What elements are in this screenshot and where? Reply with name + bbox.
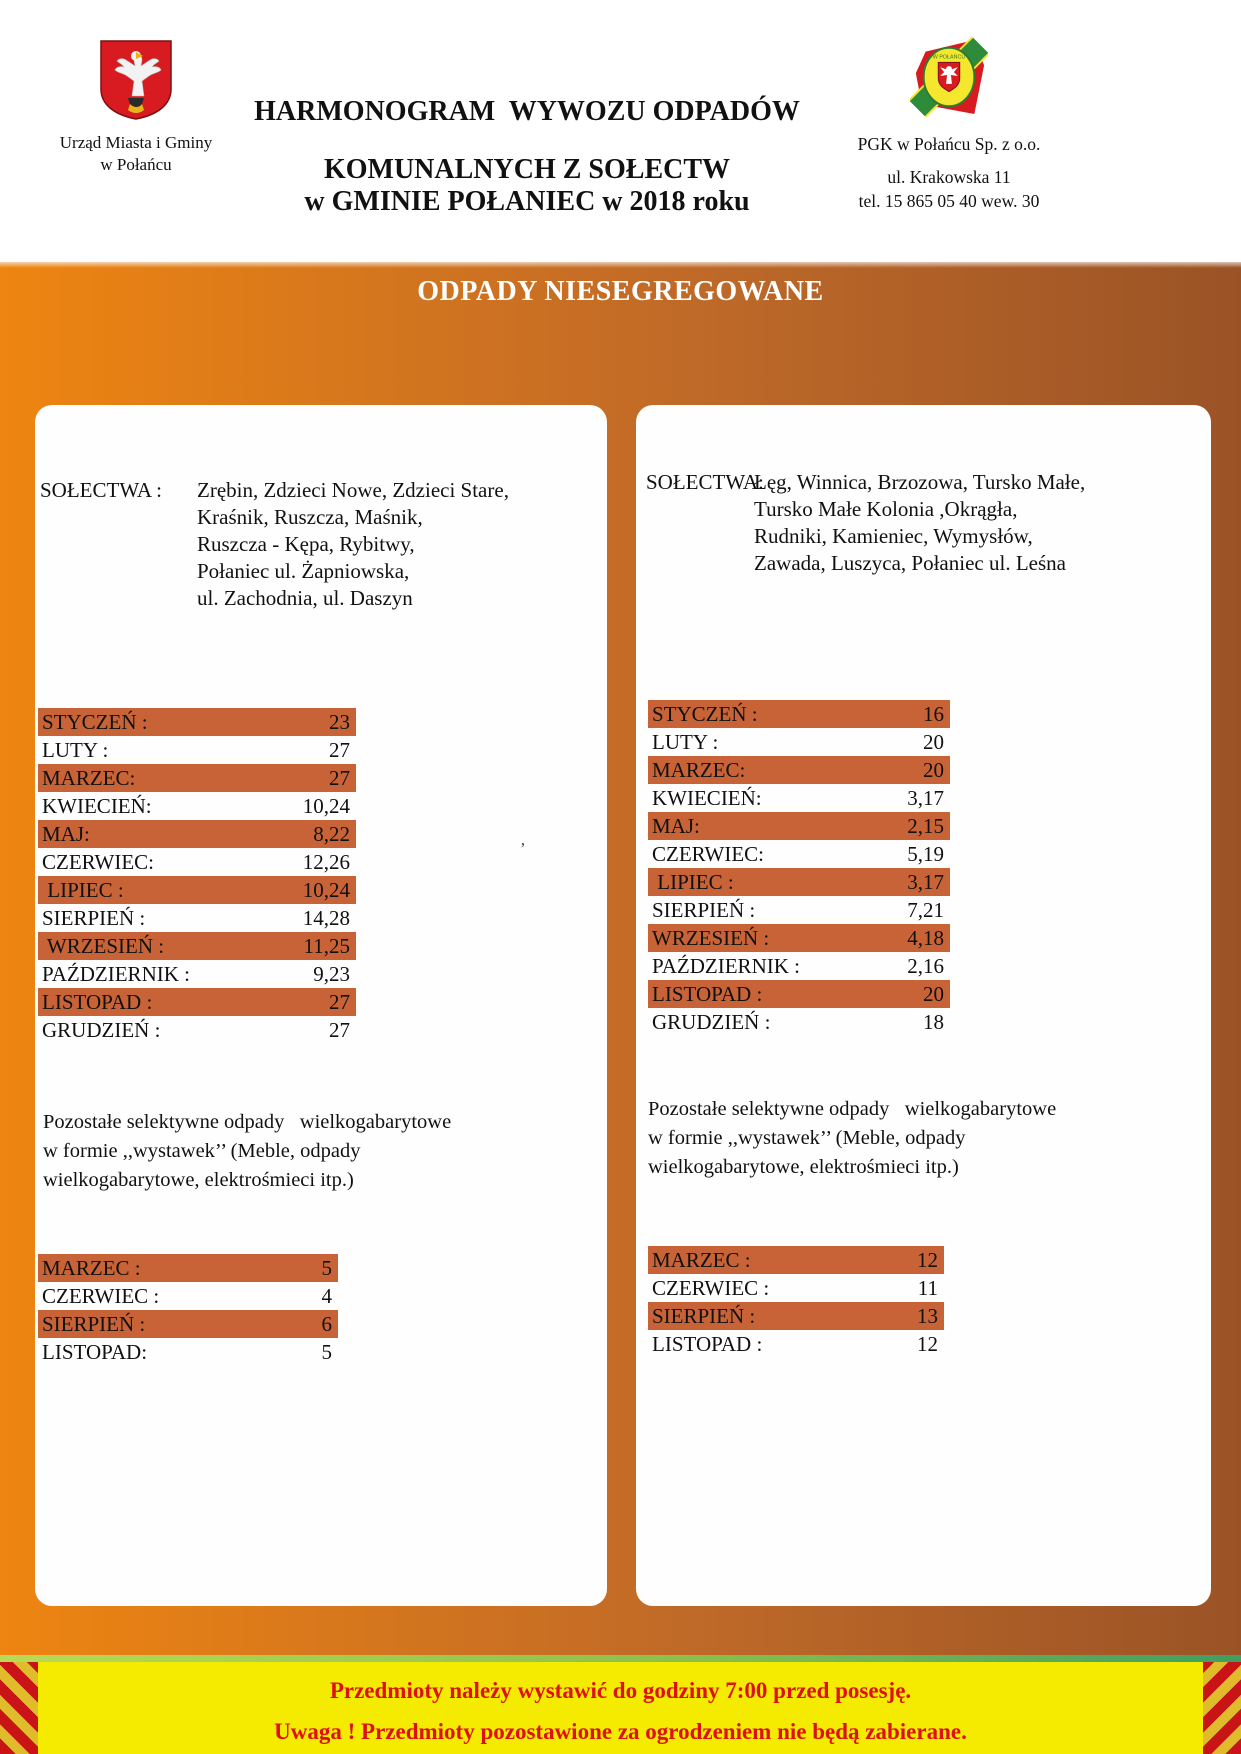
month-label: LISTOPAD : — [652, 1332, 763, 1356]
month-row — [38, 1338, 338, 1366]
notice-line-1: Przedmioty należy wystawić do godziny 7:00 przed posesję. — [329, 1678, 912, 1703]
month-row — [648, 784, 950, 812]
footer-notice — [0, 1662, 1241, 1754]
document-title-line: KOMUNALNYCH Z SOŁECTW — [323, 154, 731, 185]
month-dates: 3,17 — [907, 786, 944, 810]
month-dates: 20 — [923, 758, 944, 782]
month-label: SIERPIEŃ : — [42, 1312, 146, 1336]
panel-right — [636, 405, 1211, 1606]
month-row — [38, 960, 356, 988]
month-dates: 5,19 — [907, 842, 944, 866]
month-dates: 23 — [329, 710, 350, 734]
month-row — [38, 1310, 338, 1338]
schedule-panels — [35, 405, 1211, 1606]
month-label: PAŹDZIERNIK : — [652, 954, 800, 978]
month-dates: 20 — [923, 982, 944, 1006]
solectwa-line: Połaniec ul. Żapniowska, — [197, 559, 410, 583]
month-dates: 14,28 — [302, 906, 350, 930]
note-line: w formie ,,wystawek’’ (Meble, odpady — [43, 1140, 361, 1162]
svg-text:W POŁAŃCU: W POŁAŃCU — [932, 54, 966, 61]
month-label: SIERPIEŃ : — [42, 906, 146, 930]
month-row — [648, 840, 950, 868]
month-dates: 27 — [329, 766, 350, 790]
bulky-schedule — [648, 1246, 944, 1358]
bulky-schedule — [38, 1254, 338, 1366]
month-label: MARZEC: — [42, 766, 136, 790]
month-dates: 27 — [329, 738, 350, 762]
month-dates: 2,15 — [907, 814, 944, 838]
month-row — [38, 988, 356, 1016]
month-label: LIPIEC : — [652, 870, 734, 894]
note-line: wielkogabarytowe, elektrośmieci itp.) — [648, 1156, 959, 1178]
month-label: KWIECIEŃ: — [652, 786, 762, 810]
month-dates: 12 — [917, 1248, 938, 1272]
footer-divider — [0, 1655, 1241, 1662]
month-label: LIPIEC : — [42, 878, 124, 902]
month-label: MAJ: — [652, 814, 700, 838]
note-line: wielkogabarytowe, elektrośmieci itp.) — [43, 1169, 354, 1191]
month-row — [648, 896, 950, 924]
month-row — [38, 1254, 338, 1282]
solectwa-label: SOŁECTWA: — [646, 470, 764, 494]
bulky-waste-note — [43, 1108, 451, 1195]
month-label: CZERWIEC: — [42, 850, 154, 874]
month-dates: 7,21 — [907, 898, 944, 922]
solectwa-villages — [197, 477, 509, 612]
section-title: ODPADY NIESEGREGOWANE — [417, 276, 824, 307]
right-org-caption — [818, 132, 1080, 213]
month-row — [648, 1302, 944, 1330]
month-row — [38, 848, 356, 876]
month-dates: 11,25 — [303, 934, 350, 958]
month-row — [38, 764, 356, 792]
solectwa-line: Kraśnik, Ruszcza, Maśnik, — [197, 505, 423, 529]
month-dates: 27 — [329, 990, 350, 1014]
month-dates: 4 — [321, 1284, 332, 1308]
stray-mark: ‚ — [520, 830, 526, 849]
month-dates: 2,16 — [907, 954, 944, 978]
month-dates: 13 — [917, 1304, 938, 1328]
month-dates: 20 — [923, 730, 944, 754]
solectwa-line: Ruszcza - Kępa, Rybitwy, — [197, 532, 415, 556]
hazard-stripes-icon — [0, 1662, 38, 1754]
month-label: KWIECIEŃ: — [42, 794, 152, 818]
solectwa-villages — [754, 469, 1085, 577]
month-row — [648, 1008, 950, 1036]
month-dates: 11 — [917, 1276, 938, 1300]
month-row — [648, 1274, 944, 1302]
pgk-logo-icon — [910, 34, 988, 120]
month-row — [38, 708, 356, 736]
solectwa-line: ul. Zachodnia, ul. Daszyn — [197, 586, 413, 610]
month-dates: 16 — [923, 702, 944, 726]
month-row — [648, 700, 950, 728]
month-row — [648, 868, 950, 896]
monthly-schedule — [38, 708, 356, 1044]
monthly-schedule — [648, 700, 950, 1036]
solectwa-line: Łęg, Winnica, Brzozowa, Tursko Małe, — [754, 470, 1086, 494]
month-dates: 12 — [917, 1332, 938, 1356]
bulky-waste-note — [648, 1095, 1056, 1182]
month-row — [648, 728, 950, 756]
month-row — [38, 932, 356, 960]
month-dates: 9,23 — [313, 962, 350, 986]
month-label: CZERWIEC : — [42, 1284, 160, 1308]
month-label: LISTOPAD : — [652, 982, 763, 1006]
month-dates: 10,24 — [302, 794, 350, 818]
hazard-stripes-icon — [1203, 1662, 1241, 1754]
month-label: LISTOPAD: — [42, 1340, 148, 1364]
month-row — [38, 1282, 338, 1310]
month-row — [648, 980, 950, 1008]
month-row — [648, 924, 950, 952]
month-label: SIERPIEŃ : — [652, 1304, 756, 1328]
month-dates: 6 — [321, 1312, 332, 1336]
month-dates: 5 — [321, 1256, 332, 1280]
coat-of-arms-icon — [100, 40, 172, 120]
month-label: WRZESIEŃ : — [42, 934, 165, 958]
month-dates: 27 — [329, 1018, 350, 1042]
notice-line-2: Uwaga ! Przedmioty pozostawione za ogrodzeniem nie będą zabierane. — [274, 1719, 967, 1744]
month-label: GRUDZIEŃ : — [42, 1018, 161, 1042]
document-title-line: HARMONOGRAM WYWOZU ODPADÓW — [254, 96, 800, 127]
month-row — [38, 792, 356, 820]
month-label: GRUDZIEŃ : — [652, 1010, 771, 1034]
solectwa-line: Rudniki, Kamieniec, Wymysłów, — [754, 524, 1033, 548]
solectwa-label: SOŁECTWA : — [40, 478, 162, 502]
month-row — [648, 812, 950, 840]
month-row — [648, 756, 950, 784]
note-line: w formie ,,wystawek’’ (Meble, odpady — [648, 1127, 966, 1149]
month-dates: 4,18 — [907, 926, 944, 950]
left-org-caption-line: w Połańcu — [100, 155, 172, 174]
note-line: Pozostałe selektywne odpady wielkogabarytowe — [648, 1098, 1057, 1120]
solectwa-line: Zawada, Luszyca, Połaniec ul. Leśna — [754, 551, 1066, 575]
month-dates: 3,17 — [907, 870, 944, 894]
month-row — [38, 736, 356, 764]
month-label: MAJ: — [42, 822, 90, 846]
month-label: LUTY : — [42, 738, 109, 762]
right-org-caption-line: tel. 15 865 05 40 wew. 30 — [858, 191, 1040, 211]
month-dates: 8,22 — [313, 822, 350, 846]
month-label: MARZEC : — [42, 1256, 141, 1280]
month-label: WRZESIEŃ : — [652, 926, 770, 950]
note-line: Pozostałe selektywne odpady wielkogabarytowe — [43, 1111, 452, 1133]
document-header — [0, 0, 1241, 262]
month-dates: 18 — [923, 1010, 944, 1034]
month-row — [648, 1246, 944, 1274]
month-label: SIERPIEŃ : — [652, 898, 756, 922]
solectwa-line: Zrębin, Zdzieci Nowe, Zdzieci Stare, — [197, 478, 509, 502]
month-label: LISTOPAD : — [42, 990, 153, 1014]
month-row — [38, 820, 356, 848]
month-label: LUTY : — [652, 730, 719, 754]
solectwa-line: Tursko Małe Kolonia ,Okrągła, — [754, 497, 1018, 521]
right-org-caption-line: ul. Krakowska 11 — [887, 167, 1011, 187]
month-label: CZERWIEC: — [652, 842, 764, 866]
month-row — [648, 1330, 944, 1358]
panel-left — [35, 405, 607, 1606]
month-dates: 10,24 — [302, 878, 350, 902]
right-org-caption-line: PGK w Połańcu Sp. z o.o. — [857, 134, 1041, 154]
solectwa-block — [646, 469, 1085, 577]
month-row — [38, 876, 356, 904]
document-title-line: w GMINIE POŁANIEC w 2018 roku — [304, 186, 750, 217]
month-label: PAŹDZIERNIK : — [42, 962, 190, 986]
right-org-block — [818, 34, 1080, 213]
month-dates: 12,26 — [302, 850, 350, 874]
month-label: STYCZEŃ : — [652, 702, 758, 726]
month-label: CZERWIEC : — [652, 1276, 770, 1300]
month-dates: 5 — [321, 1340, 332, 1364]
month-row — [38, 904, 356, 932]
waste-schedule-band — [0, 262, 1241, 1655]
month-row — [648, 952, 950, 980]
solectwa-block — [40, 477, 509, 612]
month-label: MARZEC : — [652, 1248, 751, 1272]
month-row — [38, 1016, 356, 1044]
left-org-caption-line: Urząd Miasta i Gminy — [59, 133, 213, 152]
month-label: MARZEC: — [652, 758, 746, 782]
month-label: STYCZEŃ : — [42, 710, 148, 734]
document-title — [177, 62, 877, 218]
